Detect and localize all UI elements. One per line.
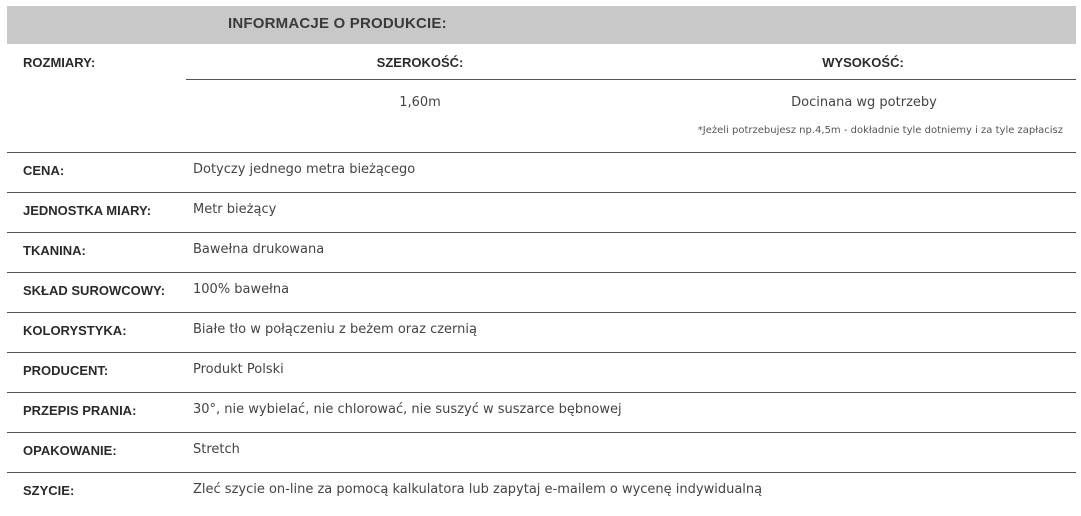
row-value-przepis: 30°, nie wybielać, nie chlorować, nie suszyć w suszarce bębnowej <box>193 402 622 417</box>
row-value-kolorystyka: Białe tło w połączeniu z beżem oraz czernią <box>193 322 477 337</box>
sizes-label: ROZMIARY: <box>23 55 96 70</box>
row-divider <box>7 232 1076 233</box>
row-label-cena: CENA: <box>23 163 65 178</box>
row-divider <box>7 352 1076 353</box>
row-label-jednostka: JEDNOSTKA MIARY: <box>23 203 152 218</box>
row-divider <box>7 152 1076 153</box>
size-note: *Jeżeli potrzebujesz np.4,5m - dokładnie tyle dotniemy i za tyle zapłacisz <box>697 125 1063 136</box>
row-divider <box>7 432 1076 433</box>
row-divider <box>7 392 1076 393</box>
row-label-przepis: PRZEPIS PRANIA: <box>23 403 137 418</box>
row-label-szycie: SZYCIE: <box>23 483 75 498</box>
row-label-sklad: SKŁAD SUROWCOWY: <box>23 283 166 298</box>
row-label-opakowanie: OPAKOWANIE: <box>23 443 117 458</box>
row-value-opakowanie: Stretch <box>193 442 240 457</box>
page-title: INFORMACJE O PRODUKCIE: <box>228 15 447 32</box>
height-header: WYSOKOŚĆ: <box>822 55 904 70</box>
row-label-kolorystyka: KOLORYSTYKA: <box>23 323 127 338</box>
row-value-szycie: Zleć szycie on-line za pomocą kalkulatora lub zapytaj e-mailem o wycenę indywidualną <box>193 482 763 497</box>
row-divider <box>7 272 1076 273</box>
row-value-producent: Produkt Polski <box>193 362 284 377</box>
sizes-subheader-divider <box>186 79 1076 80</box>
info-header-bar <box>7 6 1076 44</box>
row-label-producent: PRODUCENT: <box>23 363 109 378</box>
row-value-cena: Dotyczy jednego metra bieżącego <box>193 162 416 177</box>
height-value: Docinana wg potrzeby <box>791 95 937 110</box>
row-value-jednostka: Metr bieżący <box>193 202 277 217</box>
row-value-tkanina: Bawełna drukowana <box>193 242 325 257</box>
row-value-sklad: 100% bawełna <box>193 282 290 297</box>
width-header: SZEROKOŚĆ: <box>376 55 464 70</box>
width-value: 1,60m <box>399 95 441 110</box>
row-divider <box>7 472 1076 473</box>
row-divider <box>7 192 1076 193</box>
row-label-tkanina: TKANINA: <box>23 243 86 258</box>
row-divider <box>7 312 1076 313</box>
